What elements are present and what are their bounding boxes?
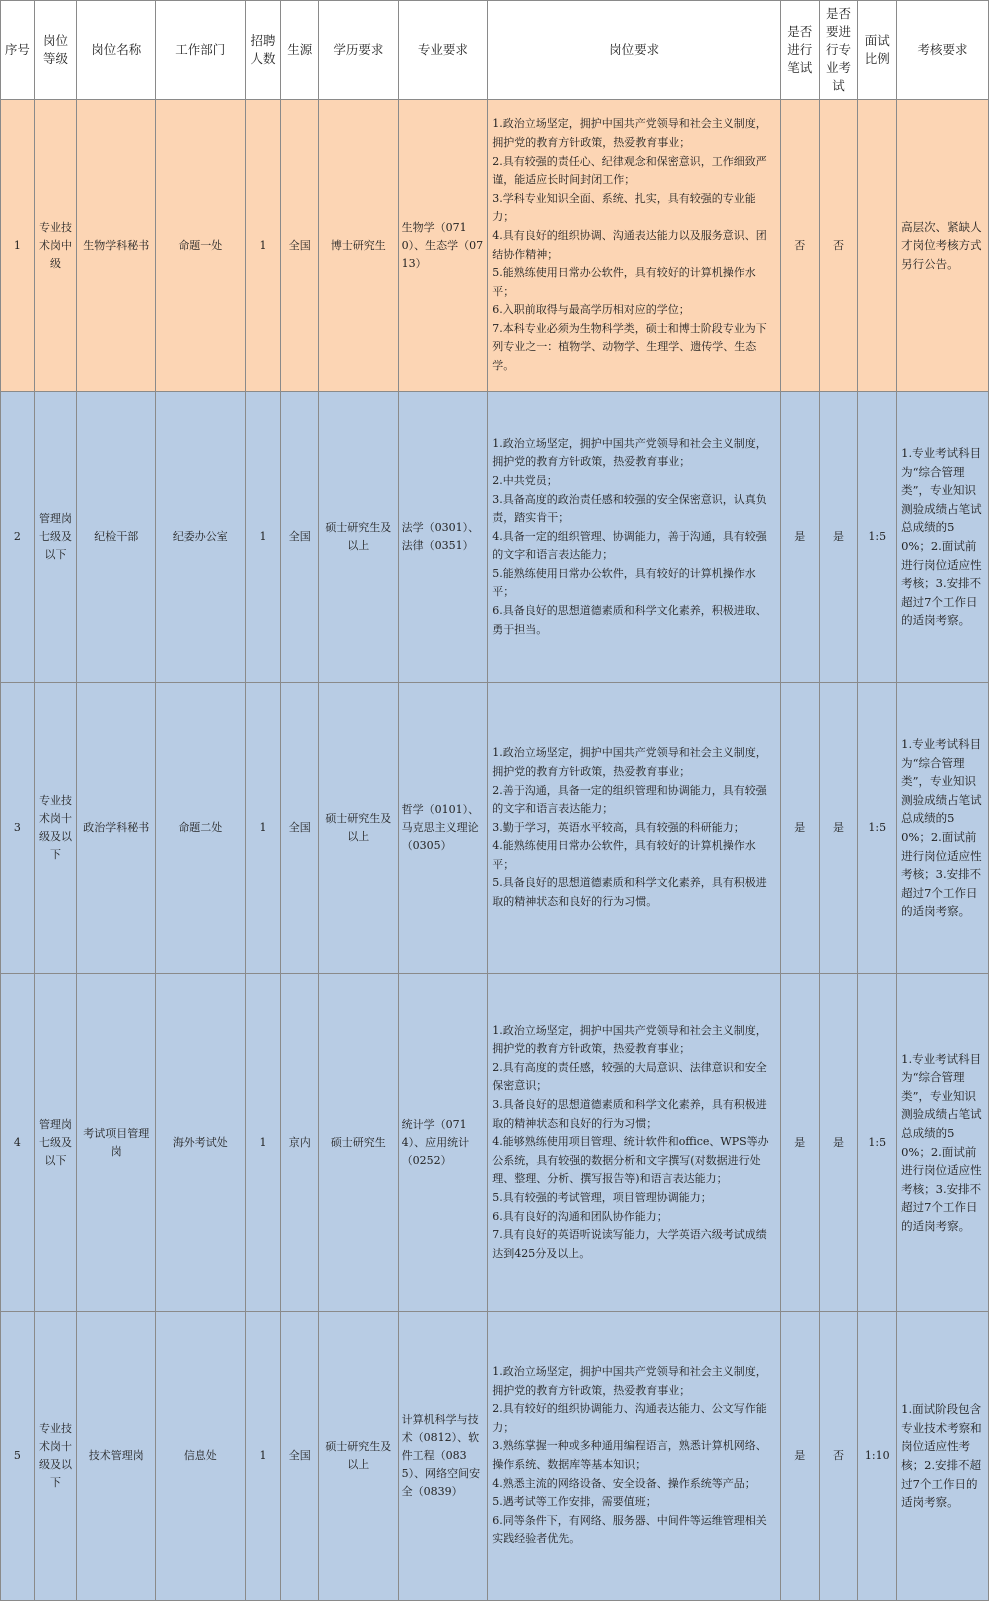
cell-count: 1	[245, 683, 281, 974]
cell-exam: 否	[819, 100, 858, 392]
cell-assess: 1.面试阶段包含专业技术考察和岗位适应性考核；2.安排不超过7个工作日的适岗考察。	[897, 1312, 989, 1601]
cell-written: 是	[780, 683, 819, 974]
req-item: 2.具有较好的组织协调能力、沟通表达能力、公文写作能力；	[492, 1402, 767, 1434]
cell-count: 1	[245, 392, 281, 683]
cell-edu: 硕士研究生及以上	[319, 392, 399, 683]
cell-name: 生物学科秘书	[77, 100, 156, 392]
req-item: 5.具有较强的考试管理，项目管理协调能力；	[492, 1190, 712, 1204]
cell-source: 京内	[281, 974, 319, 1312]
header-seq: 序号	[1, 1, 35, 100]
cell-exam: 是	[819, 683, 858, 974]
cell-req	[488, 974, 781, 1312]
cell-written: 是	[780, 392, 819, 683]
header-source: 生源	[281, 1, 319, 100]
table-row	[1, 974, 989, 1312]
cell-major: 哲学（0101）、马克思主义理论（0305）	[398, 683, 488, 974]
cell-seq: 3	[1, 683, 35, 974]
cell-req	[488, 392, 781, 683]
cell-name: 纪检干部	[77, 392, 156, 683]
table-row	[1, 1312, 989, 1601]
cell-edu: 硕士研究生及以上	[319, 683, 399, 974]
cell-source: 全国	[281, 100, 319, 392]
req-item: 1.政治立场坚定，拥护中国共产党领导和社会主义制度，拥护党的教育方针政策，热爱教育事业；	[492, 1023, 767, 1056]
cell-assess: 1.专业考试科目为“综合管理类”，专业知识测验成绩占笔试总成绩的50%；2.面试前进行岗位适应性考核；3.安排不超过7个工作日的适岗考察。	[897, 683, 989, 974]
header-row	[1, 1, 989, 100]
req-item: 7.具有良好的英语听说读写能力，大学英语六级考试成绩达到425分及以上。	[492, 1228, 767, 1260]
cell-dept: 命题二处	[155, 683, 245, 974]
table-row	[1, 683, 989, 974]
cell-level: 管理岗七级及以下	[34, 392, 77, 683]
cell-dept: 海外考试处	[155, 974, 245, 1312]
header-ratio: 面试比例	[858, 1, 897, 100]
header-written: 是否进行笔试	[780, 1, 819, 100]
header-dept: 工作部门	[155, 1, 245, 100]
req-item: 2.中共党员；	[492, 473, 558, 487]
cell-edu: 博士研究生	[319, 100, 399, 392]
header-name: 岗位名称	[77, 1, 156, 100]
cell-dept: 信息处	[155, 1312, 245, 1601]
req-item: 4.能够熟练使用项目管理、统计软件和office、WPS等办公系统，具有较强的数据分析和文字撰写(对数据进行处理、整理、分析、撰写报告等)和语言表达能力；	[492, 1135, 769, 1186]
cell-count: 1	[245, 974, 281, 1312]
cell-ratio: 1:10	[858, 1312, 897, 1601]
req-item: 6.入职前取得与最高学历相对应的学位；	[492, 303, 690, 317]
cell-req	[488, 683, 781, 974]
req-item: 6.具备良好的思想道德素质和科学文化素养，积极进取、勇于担当。	[492, 604, 767, 636]
cell-written: 是	[780, 1312, 819, 1601]
req-item: 4.能熟练使用日常办公软件，具有较好的计算机操作水平；	[492, 839, 756, 871]
cell-major: 统计学（0714）、应用统计（0252）	[398, 974, 488, 1312]
req-item: 5.能熟练使用日常办公软件，具有较好的计算机操作水平；	[492, 566, 756, 599]
cell-exam: 是	[819, 974, 858, 1312]
req-item: 1.政治立场坚定，拥护中国共产党领导和社会主义制度，拥护党的教育方针政策，热爱教育事业；	[492, 1365, 767, 1397]
cell-written: 否	[780, 100, 819, 392]
table-row	[1, 392, 989, 683]
cell-major: 法学（0301）、法律（0351）	[398, 392, 488, 683]
req-item: 5.遇考试等工作安排，需要值班；	[492, 1495, 657, 1509]
req-item: 5.具备良好的思想道德素质和科学文化素养，具有积极进取的精神状态和良好的行为习惯。	[492, 876, 767, 909]
header-assess: 考核要求	[897, 1, 989, 100]
cell-name: 政治学科秘书	[77, 683, 156, 974]
header-count: 招聘人数	[245, 1, 281, 100]
cell-edu: 硕士研究生及以上	[319, 1312, 399, 1601]
req-item: 3.熟练掌握一种或多种通用编程语言，熟悉计算机网络、操作系统、数据库等基本知识；	[492, 1439, 767, 1471]
req-item: 2.具有高度的责任感，较强的大局意识、法律意识和安全保密意识；	[492, 1060, 767, 1093]
req-item: 3.具备高度的政治责任感和较强的安全保密意识，认真负责，踏实肯干；	[492, 492, 767, 525]
cell-assess: 1.专业考试科目为“综合管理类”，专业知识测验成绩占笔试总成绩的50%；2.面试前进行岗位适应性考核；3.安排不超过7个工作日的适岗考察。	[897, 974, 989, 1312]
cell-source: 全国	[281, 1312, 319, 1601]
req-item: 6.具有良好的沟通和团队协作能力；	[492, 1209, 668, 1223]
req-item: 3.学科专业知识全面、系统、扎实，具有较强的专业能力；	[492, 191, 756, 224]
req-item: 2.具有较强的责任心、纪律观念和保密意识，工作细致严谨，能适应长时间封闭工作；	[492, 154, 767, 187]
req-item: 4.熟悉主流的网络设备、安全设备、操作系统等产品；	[492, 1476, 756, 1490]
cell-ratio: 1:5	[858, 683, 897, 974]
header-major: 专业要求	[398, 1, 488, 100]
table-row	[1, 100, 989, 392]
req-item: 3.具备良好的思想道德素质和科学文化素养，具有积极进取的精神状态和良好的行为习惯；	[492, 1098, 767, 1130]
req-item: 4.具有良好的组织协调、沟通表达能力以及服务意识、团结协作精神；	[492, 228, 767, 261]
req-item: 7.本科专业必须为生物科学类，硕士和博士阶段专业为下列专业之一：植物学、动物学、生理学、遗传学、生态学。	[492, 321, 767, 373]
cell-edu: 硕士研究生	[319, 974, 399, 1312]
cell-source: 全国	[281, 392, 319, 683]
req-item: 3.勤于学习，英语水平较高，具有较强的科研能力；	[492, 820, 745, 834]
header-req: 岗位要求	[488, 1, 781, 100]
req-item: 1.政治立场坚定，拥护中国共产党领导和社会主义制度，拥护党的教育方针政策，热爱教育事业；	[492, 746, 767, 778]
cell-req	[488, 100, 781, 392]
cell-exam: 否	[819, 1312, 858, 1601]
req-item: 4.具备一定的组织管理、协调能力，善于沟通，具有较强的文字和语言表达能力；	[492, 529, 767, 562]
cell-seq: 2	[1, 392, 35, 683]
cell-req	[488, 1312, 781, 1601]
cell-exam: 是	[819, 392, 858, 683]
cell-count: 1	[245, 100, 281, 392]
cell-dept: 命题一处	[155, 100, 245, 392]
cell-name: 技术管理岗	[77, 1312, 156, 1601]
req-item: 1.政治立场坚定，拥护中国共产党领导和社会主义制度，拥护党的教育方针政策，热爱教育事业；	[492, 117, 767, 149]
cell-assess: 高层次、紧缺人才岗位考核方式另行公告。	[897, 100, 989, 392]
header-level: 岗位等级	[34, 1, 77, 100]
cell-ratio: 1:5	[858, 392, 897, 683]
cell-seq: 1	[1, 100, 35, 392]
header-edu: 学历要求	[319, 1, 399, 100]
cell-ratio: 1:5	[858, 974, 897, 1312]
req-item: 6.同等条件下，有网络、服务器、中间件等运维管理相关实践经验者优先。	[492, 1513, 767, 1546]
cell-seq: 5	[1, 1312, 35, 1601]
cell-seq: 4	[1, 974, 35, 1312]
cell-written: 是	[780, 974, 819, 1312]
header-exam: 是否要进行专业考试	[819, 1, 858, 100]
cell-name: 考试项目管理岗	[77, 974, 156, 1312]
req-item: 1.政治立场坚定，拥护中国共产党领导和社会主义制度，拥护党的教育方针政策，热爱教育事业；	[492, 436, 767, 469]
cell-major: 生物学（0710）、生态学（0713）	[398, 100, 488, 392]
cell-level: 专业技术岗中级	[34, 100, 77, 392]
req-item: 5.能熟练使用日常办公软件，具有较好的计算机操作水平；	[492, 266, 756, 298]
cell-major: 计算机科学与技术（0812）、软件工程（0835）、网络空间安全（0839）	[398, 1312, 488, 1601]
req-item: 2.善于沟通，具备一定的组织管理和协调能力，具有较强的文字和语言表达能力；	[492, 783, 767, 816]
cell-source: 全国	[281, 683, 319, 974]
cell-level: 专业技术岗十级及以下	[34, 1312, 77, 1601]
cell-count: 1	[245, 1312, 281, 1601]
cell-level: 专业技术岗十级及以下	[34, 683, 77, 974]
cell-assess: 1.专业考试科目为“综合管理类”，专业知识测验成绩占笔试总成绩的50%；2.面试前进行岗位适应性考核；3.安排不超过7个工作日的适岗考察。	[897, 392, 989, 683]
cell-level: 管理岗七级及以下	[34, 974, 77, 1312]
cell-dept: 纪委办公室	[155, 392, 245, 683]
cell-ratio	[858, 100, 897, 392]
